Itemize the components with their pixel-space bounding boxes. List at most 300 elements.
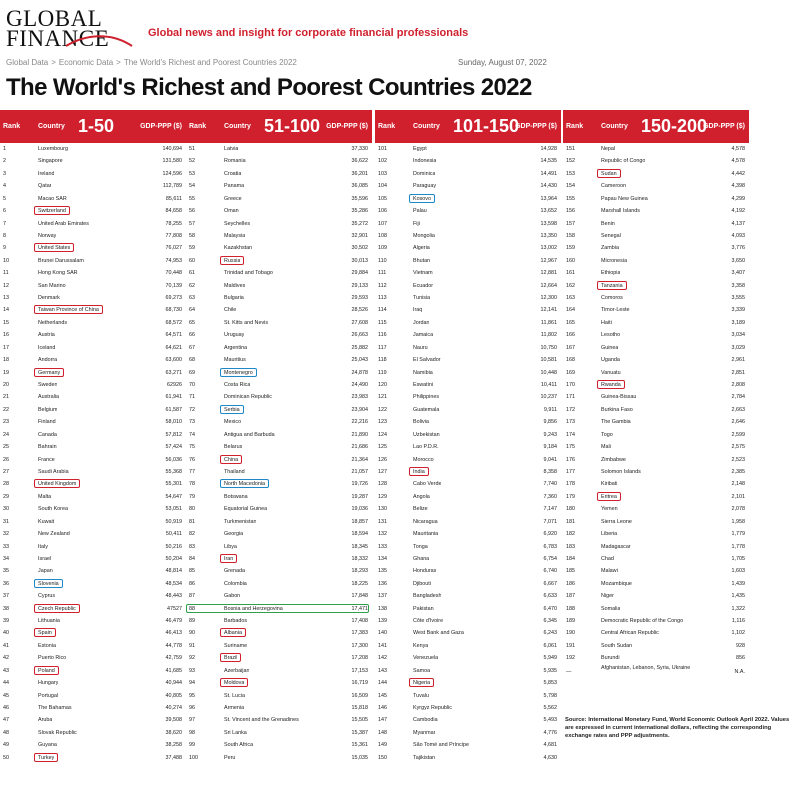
rank-cell: 137 <box>378 593 387 600</box>
country-cell: Rwanda <box>601 382 621 389</box>
table-row <box>563 454 749 466</box>
gdp-cell: 27,608 <box>351 319 368 326</box>
table-row <box>563 342 749 354</box>
country-cell: Uganda <box>601 357 620 364</box>
gdp-cell: 2,575 <box>731 444 745 451</box>
rank-cell: 56 <box>189 208 195 215</box>
rank-cell: 11 <box>3 270 9 277</box>
gdp-cell: 62926 <box>167 382 182 389</box>
gdp-cell: 7,147 <box>543 506 557 513</box>
rank-cell: 158 <box>566 232 575 239</box>
rank-cell: 105 <box>378 195 387 202</box>
breadcrumb-item-economic-data[interactable]: Economic Data <box>58 58 114 67</box>
table-row <box>563 478 749 490</box>
rank-cell: 170 <box>566 382 575 389</box>
gdp-cell: 38,620 <box>165 729 182 736</box>
country-cell: Mongolia <box>413 232 435 239</box>
country-cell: Czech Republic <box>38 605 76 612</box>
table-row <box>0 714 186 726</box>
country-cell: Portugal <box>38 692 59 699</box>
rank-cell: — <box>566 668 572 675</box>
gdp-cell: 37,488 <box>165 754 182 761</box>
gdp-cell: 4,192 <box>731 208 745 215</box>
country-cell: Qatar <box>38 183 52 190</box>
gdp-cell: 18,225 <box>351 580 368 587</box>
rank-cell: 5 <box>3 195 6 202</box>
table-row <box>563 553 749 565</box>
rank-cell: 78 <box>189 481 195 488</box>
country-cell: Eritrea <box>601 493 617 500</box>
rank-cell: 85 <box>189 568 195 575</box>
table-row <box>375 739 561 751</box>
country-cell: Albania <box>224 630 242 637</box>
ranking-column-4 <box>563 110 749 679</box>
rank-cell: 60 <box>189 257 195 264</box>
table-row <box>0 342 186 354</box>
country-cell: Latvia <box>224 146 239 152</box>
country-cell: Belize <box>413 506 428 513</box>
table-row <box>563 441 749 453</box>
rank-cell: 122 <box>378 406 387 413</box>
table-row <box>186 354 372 366</box>
country-cell: Kyrgyz Republic <box>413 704 452 711</box>
country-cell: Burundi <box>601 655 620 662</box>
country-cell: Azerbaijan <box>224 667 250 674</box>
gdp-cell: 25,882 <box>351 344 368 351</box>
gdp-cell: 9,041 <box>543 456 557 463</box>
rank-cell: 120 <box>378 382 387 389</box>
table-row <box>375 155 561 167</box>
rank-cell: 84 <box>189 555 195 562</box>
gdp-cell: 3,034 <box>731 332 745 339</box>
country-cell: China <box>224 456 239 463</box>
gdp-cell: 2,523 <box>731 456 745 463</box>
table-row <box>375 180 561 192</box>
gdp-cell: 2,385 <box>731 468 745 475</box>
country-cell: Taiwan Province of China <box>38 307 99 314</box>
country-cell: Turkey <box>38 754 55 761</box>
gdp-cell: 69,273 <box>165 295 182 302</box>
country-cell: Zambia <box>601 245 619 252</box>
country-cell: Ghana <box>413 555 430 562</box>
table-row <box>186 491 372 503</box>
table-row <box>186 690 372 702</box>
rank-cell: 142 <box>378 655 387 662</box>
gdp-cell: 63,600 <box>165 357 182 364</box>
rank-cell: 114 <box>378 307 387 314</box>
gdp-cell: 9,911 <box>543 406 557 413</box>
table-row <box>563 367 749 379</box>
table-row <box>186 304 372 316</box>
rank-cell: 34 <box>3 555 9 562</box>
table-row <box>563 603 749 615</box>
rank-cell: 136 <box>378 580 387 587</box>
gdp-cell: 3,029 <box>731 344 745 351</box>
table-row <box>0 603 186 615</box>
rank-cell: 24 <box>3 431 9 438</box>
country-cell: Micronesia <box>601 257 628 264</box>
table-row <box>186 516 372 528</box>
gdp-cell: 13,350 <box>540 232 557 239</box>
country-cell: South Sudan <box>601 642 633 649</box>
rank-cell: 64 <box>189 307 195 314</box>
header-gdp: GDP-PPP ($) <box>140 123 182 130</box>
table-row <box>375 615 561 627</box>
rank-cell: 179 <box>566 493 575 500</box>
gdp-cell: 61,941 <box>165 394 182 401</box>
rank-cell: 147 <box>378 717 387 724</box>
rank-cell: 51 <box>189 146 195 152</box>
header-country: Country <box>601 123 628 130</box>
rank-cell: 130 <box>378 506 387 513</box>
country-cell: Chile <box>224 307 237 314</box>
gdp-cell: 14,535 <box>540 158 557 165</box>
gdp-cell: 5,562 <box>543 704 557 711</box>
gdp-cell: 56,036 <box>165 456 182 463</box>
gdp-cell: 112,789 <box>162 183 182 190</box>
country-cell: United Arab Emirates <box>38 220 89 227</box>
gdp-cell: 1,705 <box>731 555 745 562</box>
gdp-cell: 5,493 <box>543 717 557 724</box>
country-cell: South Africa <box>224 742 254 749</box>
table-row <box>375 317 561 329</box>
header-rank: Rank <box>378 123 396 130</box>
country-cell: Egypt <box>413 146 427 152</box>
gdp-cell: 17,208 <box>351 655 368 662</box>
table-row <box>563 379 749 391</box>
table-row <box>0 168 186 180</box>
country-cell: Madagascar <box>601 543 631 550</box>
rank-cell: 17 <box>3 344 9 351</box>
rank-cell: 18 <box>3 357 9 364</box>
gdp-cell: 16,509 <box>351 692 368 699</box>
rank-cell: 29 <box>3 493 9 500</box>
rank-cell: 6 <box>3 208 6 215</box>
country-cell: Jordan <box>413 319 430 326</box>
table-row <box>563 516 749 528</box>
country-cell: Malaysia <box>224 232 246 239</box>
country-cell: Ethiopia <box>601 270 621 277</box>
table-row <box>375 230 561 242</box>
gdp-cell: 18,857 <box>351 518 368 525</box>
gdp-cell: 40,944 <box>165 680 182 687</box>
country-cell: Dominica <box>413 170 436 177</box>
country-cell: Cyprus <box>38 593 56 600</box>
country-cell: Angola <box>413 493 430 500</box>
country-cell: Lithuania <box>38 618 60 625</box>
table-row <box>0 615 186 627</box>
gdp-cell: 6,754 <box>543 555 557 562</box>
table-row <box>0 255 186 267</box>
rank-cell: 8 <box>3 232 6 239</box>
rank-cell: 16 <box>3 332 9 339</box>
country-cell: Mozambique <box>601 580 632 587</box>
gdp-cell: 19,036 <box>351 506 368 513</box>
rank-cell: 111 <box>378 270 387 277</box>
table-row <box>0 640 186 652</box>
country-cell: Oman <box>224 208 239 215</box>
rank-cell: 169 <box>566 369 575 376</box>
gdp-cell: 2,646 <box>731 419 745 426</box>
rank-cell: 80 <box>189 506 195 513</box>
column-header <box>375 110 561 143</box>
gdp-cell: 2,148 <box>731 481 745 488</box>
country-cell: Norway <box>38 232 57 239</box>
ranking-column-2 <box>186 110 372 764</box>
rank-cell: 135 <box>378 568 387 575</box>
rank-cell: 32 <box>3 531 9 538</box>
table-row <box>0 404 186 416</box>
rank-cell: 129 <box>378 493 387 500</box>
table-row <box>563 180 749 192</box>
country-cell: Ecuador <box>413 282 434 289</box>
country-cell: Democratic Republic of the Congo <box>601 618 684 625</box>
gdp-cell: 50,411 <box>165 531 182 538</box>
rank-cell: 180 <box>566 506 575 513</box>
rank-cell: 164 <box>566 307 575 314</box>
table-row <box>186 627 372 639</box>
rank-cell: 132 <box>378 531 387 538</box>
rank-cell: 140 <box>378 630 387 637</box>
gdp-cell: 70,448 <box>165 270 182 277</box>
rank-cell: 74 <box>189 431 195 438</box>
gdp-cell: 32,901 <box>351 232 368 239</box>
country-cell: Armenia <box>224 704 245 711</box>
country-cell: Trinidad and Tobago <box>224 270 273 277</box>
gdp-cell: 64,571 <box>165 332 182 339</box>
header-rank: Rank <box>566 123 584 130</box>
gdp-cell: 3,358 <box>731 282 745 289</box>
rank-cell: 177 <box>566 468 575 475</box>
table-row <box>186 242 372 254</box>
rank-cell: 12 <box>3 282 9 289</box>
gdp-cell: 6,783 <box>543 543 557 550</box>
country-cell: Switzerland <box>38 208 66 215</box>
table-row <box>0 180 186 192</box>
country-cell: France <box>38 456 55 463</box>
gdp-cell: 64,621 <box>165 344 182 351</box>
gdp-cell: 58,010 <box>165 419 182 426</box>
country-cell: Palau <box>413 208 427 215</box>
table-row <box>375 143 561 155</box>
gdp-cell: 5,935 <box>543 667 557 674</box>
gdp-cell: 10,750 <box>540 344 557 351</box>
rank-cell: 97 <box>189 717 195 724</box>
country-cell: Brunei Darussalam <box>38 257 84 264</box>
table-row <box>563 329 749 341</box>
rank-cell: 76 <box>189 456 195 463</box>
rank-cell: 123 <box>378 419 387 426</box>
gdp-cell: 7,740 <box>543 481 557 488</box>
table-row <box>563 230 749 242</box>
country-cell: West Bank and Gaza <box>413 630 464 637</box>
gdp-cell: 3,555 <box>731 295 745 302</box>
country-cell: Costa Rica <box>224 382 251 389</box>
table-row <box>186 752 372 764</box>
rank-cell: 191 <box>566 642 575 649</box>
rank-cell: 91 <box>189 642 195 649</box>
table-row <box>186 193 372 205</box>
table-row <box>375 565 561 577</box>
table-row <box>563 155 749 167</box>
rank-cell: 144 <box>378 680 387 687</box>
table-row <box>0 317 186 329</box>
country-cell: Cabo Verde <box>413 481 442 488</box>
table-row <box>0 491 186 503</box>
rank-cell: 188 <box>566 605 575 612</box>
country-cell: Seychelles <box>224 220 251 227</box>
country-cell: Iceland <box>38 344 56 351</box>
rank-cell: 118 <box>378 357 387 364</box>
gdp-cell: 15,505 <box>351 717 368 724</box>
gdp-cell: 3,407 <box>731 270 745 277</box>
gdp-cell: 54,647 <box>165 493 182 500</box>
country-cell: St. Vincent and the Grenadines <box>224 717 299 724</box>
rank-cell: 7 <box>3 220 6 227</box>
gdp-cell: 1,322 <box>731 605 745 612</box>
table-row <box>0 205 186 217</box>
country-cell: Niger <box>601 593 614 600</box>
gdp-cell: 10,448 <box>540 369 557 376</box>
table-row <box>375 342 561 354</box>
country-cell: Mauritania <box>413 531 439 538</box>
tagline: Global news and insight for corporate financial professionals <box>148 27 469 39</box>
ranking-column-1 <box>0 110 186 764</box>
country-cell: Dominican Republic <box>224 394 272 401</box>
table-row <box>186 615 372 627</box>
gdp-cell: 15,361 <box>351 742 368 749</box>
table-row <box>0 702 186 714</box>
country-cell: Somalia <box>601 605 621 612</box>
table-row <box>375 429 561 441</box>
gdp-cell: 12,967 <box>540 257 557 264</box>
gdp-cell: 1,778 <box>731 543 745 550</box>
table-row <box>375 193 561 205</box>
table-row <box>186 404 372 416</box>
table-row <box>0 752 186 764</box>
country-cell: Sweden <box>38 382 58 389</box>
header-rank: Rank <box>3 123 21 130</box>
country-cell: Grenada <box>224 568 245 575</box>
gdp-cell: 1,779 <box>731 531 745 538</box>
gdp-cell: 9,856 <box>543 419 557 426</box>
gdp-cell: 6,243 <box>543 630 557 637</box>
table-row <box>563 280 749 292</box>
rank-cell: 161 <box>566 270 575 277</box>
table-row <box>0 627 186 639</box>
gdp-cell: N.A. <box>734 668 745 675</box>
gdp-cell: 1,116 <box>731 618 745 625</box>
table-row <box>0 690 186 702</box>
logo-line-2: FINANCE <box>6 26 110 51</box>
country-cell: Kazakhstan <box>224 245 253 252</box>
gdp-cell: 44,778 <box>165 642 182 649</box>
table-row <box>0 304 186 316</box>
table-row <box>375 329 561 341</box>
country-cell: Eswatini <box>413 382 434 389</box>
country-cell: Antigua and Barbuda <box>224 431 275 438</box>
breadcrumb <box>6 58 297 67</box>
gdp-cell: 4,630 <box>543 754 557 761</box>
gdp-cell: 36,085 <box>351 183 368 190</box>
country-cell: Netherlands <box>38 319 68 326</box>
table-row <box>375 503 561 515</box>
gdp-cell: 21,890 <box>351 431 368 438</box>
table-row <box>0 454 186 466</box>
rank-cell: 53 <box>189 170 195 177</box>
table-row <box>186 665 372 677</box>
table-row <box>375 242 561 254</box>
country-cell: South Korea <box>38 506 68 513</box>
rank-cell: 101 <box>378 146 387 152</box>
rank-cell: 31 <box>3 518 9 525</box>
table-row <box>186 143 372 155</box>
page-title: The World's Richest and Poorest Countries 2022 <box>6 74 532 101</box>
country-cell: Italy <box>38 543 48 550</box>
country-cell: Mexico <box>224 419 242 426</box>
table-row <box>0 379 186 391</box>
table-row <box>563 640 749 652</box>
rank-cell: 46 <box>3 704 9 711</box>
table-row <box>563 404 749 416</box>
rank-cell: 167 <box>566 344 575 351</box>
table-row <box>0 739 186 751</box>
country-cell: Sri Lanka <box>224 729 247 736</box>
table-row <box>186 677 372 689</box>
header-country: Country <box>413 123 440 130</box>
rank-cell: 96 <box>189 704 195 711</box>
country-cell: Sudan <box>601 170 617 177</box>
country-cell: Ireland <box>38 170 55 177</box>
country-cell: Tunisia <box>413 295 431 302</box>
global-finance-logo[interactable] <box>6 6 134 52</box>
country-cell: India <box>413 468 425 475</box>
table-row <box>186 590 372 602</box>
rank-cell: 162 <box>566 282 575 289</box>
rank-cell: 156 <box>566 208 575 215</box>
gdp-cell: 6,740 <box>543 568 557 575</box>
country-cell: Kosovo <box>413 195 431 202</box>
table-row <box>563 627 749 639</box>
country-cell: Colombia <box>224 580 247 587</box>
country-cell: Chad <box>601 555 614 562</box>
country-cell: Cameroon <box>601 183 627 190</box>
rank-cell: 30 <box>3 506 9 513</box>
breadcrumb-item-global-data[interactable]: Global Data <box>6 58 49 67</box>
publish-date: Sunday, August 07, 2022 <box>458 58 547 67</box>
country-cell: Lesotho <box>601 332 621 339</box>
table-row <box>563 652 749 664</box>
rank-cell: 73 <box>189 419 195 426</box>
gdp-cell: 77,808 <box>165 232 182 239</box>
country-cell: Panama <box>224 183 245 190</box>
table-row <box>375 367 561 379</box>
table-row <box>186 180 372 192</box>
gdp-cell: 36,201 <box>351 170 368 177</box>
table-row <box>0 665 186 677</box>
country-cell: Papau New Guinea <box>601 195 648 202</box>
gdp-cell: 2,101 <box>731 493 745 500</box>
gdp-cell: 18,293 <box>351 568 368 575</box>
country-cell: Venezuela <box>413 655 439 662</box>
country-cell: Russia <box>224 257 241 264</box>
country-cell: The Bahamas <box>38 704 72 711</box>
gdp-cell: 12,881 <box>540 270 557 277</box>
table-row <box>186 292 372 304</box>
country-cell: Uruguay <box>224 332 245 339</box>
table-row <box>186 478 372 490</box>
gdp-cell: 84,658 <box>165 208 182 215</box>
